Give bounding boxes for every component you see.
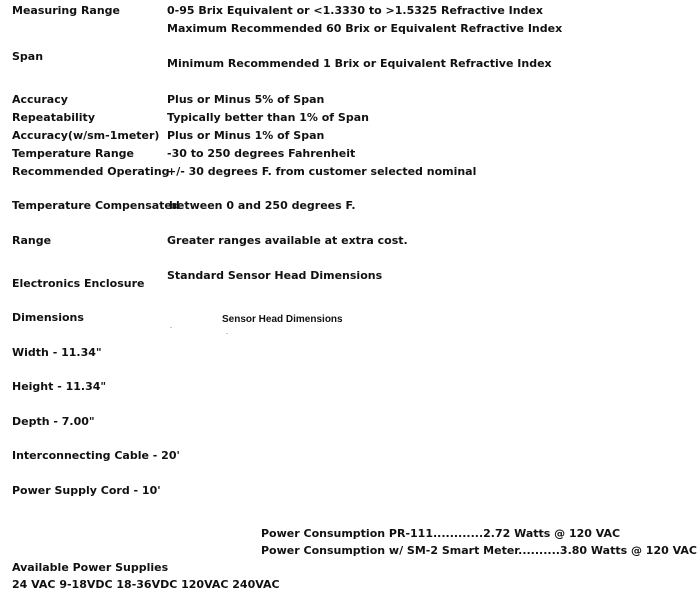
figure-artifact-dot	[226, 333, 228, 334]
electronics-enclosure-label: Electronics Enclosure	[12, 277, 145, 290]
power-supply-cord-length: Power Supply Cord - 10'	[12, 484, 161, 497]
repeatability-value: Typically better than 1% of Span	[167, 111, 369, 124]
temperature-compensated-label: Temperature Compensated	[12, 199, 180, 212]
dimensions-heading: Dimensions	[12, 311, 84, 324]
interconnecting-cable-length: Interconnecting Cable - 20'	[12, 449, 180, 462]
temperature-range-value: -30 to 250 degrees Fahrenheit	[167, 147, 356, 160]
span-value: Minimum Recommended 1 Brix or Equivalent Refractive Index	[167, 57, 552, 70]
accuracy-label: Accuracy	[12, 93, 68, 106]
power-supplies-list: 24 VAC 9-18VDC 18-36VDC 120VAC 240VAC	[12, 578, 280, 591]
figure-artifact-dot	[170, 327, 172, 328]
depth-dimension: Depth - 7.00"	[12, 415, 95, 428]
power-consumption-sm2: Power Consumption w/ SM-2 Smart Meter..........3.80 Watts @ 120 VAC	[261, 544, 697, 557]
recommended-operating-value: +/- 30 degrees F. from customer selected nominal	[167, 165, 477, 178]
electronics-enclosure-value: Standard Sensor Head Dimensions	[167, 269, 383, 282]
temperature-range-label: Temperature Range	[12, 147, 135, 160]
temperature-compensated-value: between 0 and 250 degrees F.	[169, 199, 356, 212]
measuring-range-max-value: Maximum Recommended 60 Brix or Equivalent Refractive Index	[167, 22, 563, 35]
range-value: Greater ranges available at extra cost.	[167, 234, 408, 247]
repeatability-label: Repeatability	[12, 111, 95, 124]
width-dimension: Width - 11.34"	[12, 346, 102, 359]
power-supplies-heading: Available Power Supplies	[12, 561, 169, 574]
height-dimension: Height - 11.34"	[12, 380, 107, 393]
sensor-head-figure-caption: Sensor Head Dimensions	[222, 314, 343, 325]
measuring-range-label: Measuring Range	[12, 4, 120, 17]
power-consumption-pr111: Power Consumption PR-111............2.72 Watts @ 120 VAC	[261, 527, 621, 540]
span-label: Span	[12, 50, 44, 63]
accuracy-sm-value: Plus or Minus 1% of Span	[167, 129, 325, 142]
recommended-operating-label: Recommended Operating	[12, 165, 170, 178]
accuracy-sm-label: Accuracy(w/sm-1meter)	[12, 129, 160, 142]
accuracy-value: Plus or Minus 5% of Span	[167, 93, 325, 106]
measuring-range-value: 0-95 Brix Equivalent or <1.3330 to >1.5325 Refractive Index	[167, 4, 543, 17]
range-label: Range	[12, 234, 52, 247]
